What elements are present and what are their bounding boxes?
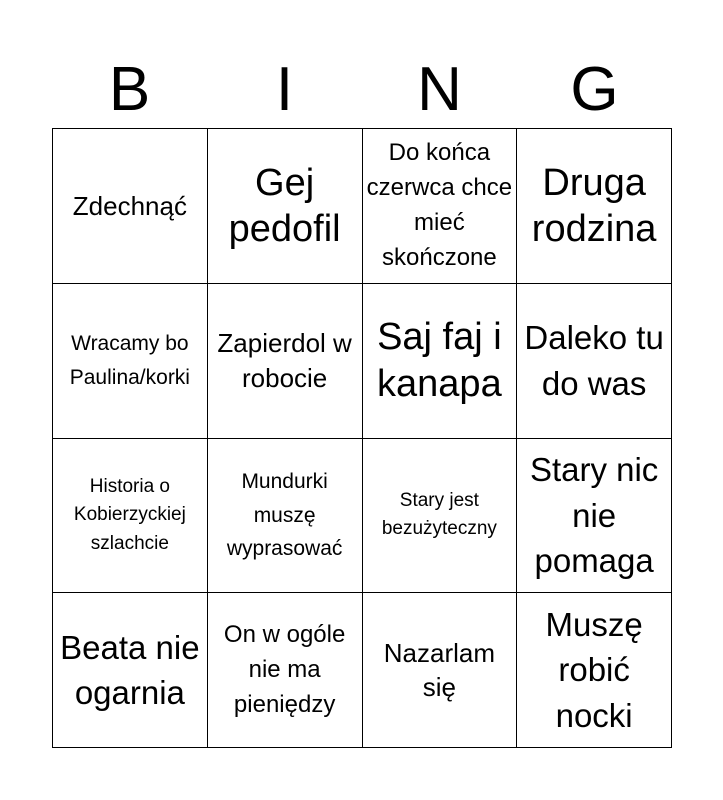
bingo-cell-1[interactable]	[53, 129, 208, 284]
bingo-cell-16[interactable]	[517, 593, 672, 748]
header-letter-g: G	[570, 55, 619, 124]
bingo-cell-label: Saj faj i kanapa	[377, 316, 502, 405]
bingo-cell-10[interactable]	[208, 439, 363, 594]
bingo-cell-label: Daleko tu do was	[524, 319, 664, 402]
bingo-cell-label: Historia o Kobierzyckiej szlachcie	[73, 475, 186, 554]
bingo-cell-label: Gej pedofil	[228, 161, 341, 250]
bingo-cell-15[interactable]	[363, 593, 518, 748]
bingo-cell-5[interactable]	[53, 284, 208, 439]
bingo-cell-14[interactable]	[208, 593, 363, 748]
bingo-cell-label: Stary jest bezużyteczny	[381, 489, 497, 540]
bingo-cell-13[interactable]	[53, 593, 208, 748]
bingo-cell-11[interactable]	[363, 439, 518, 594]
bingo-cell-7[interactable]	[363, 284, 518, 439]
bingo-cell-label: Wracamy bo Paulina/korki	[69, 332, 190, 389]
bingo-cell-label: Beata nie ogarnia	[60, 628, 200, 712]
bingo-cell-label: Druga rodzina	[531, 161, 657, 250]
bingo-header	[52, 52, 672, 128]
bingo-cell-6[interactable]	[208, 284, 363, 439]
bingo-cell-9[interactable]	[53, 439, 208, 594]
bingo-cell-4[interactable]	[517, 129, 672, 284]
header-letter-i: I	[275, 55, 294, 124]
bingo-cell-label: Nazarlam się	[383, 637, 495, 703]
header-letter-b: B	[108, 55, 151, 124]
bingo-cell-2[interactable]	[208, 129, 363, 284]
bingo-cell-label: Zapierdol w robocie	[217, 328, 352, 393]
bingo-cell-label: Muszę robić nocki	[545, 605, 643, 734]
bingo-cell-label: On w ogóle nie ma pieniędzy	[223, 620, 346, 718]
bingo-cell-8[interactable]	[517, 284, 672, 439]
bingo-cell-label: Mundurki muszę wyprasować	[226, 469, 343, 561]
bingo-cell-label: Stary nic nie pomaga	[529, 451, 659, 580]
bingo-cell-label: Do końca czerwca chce mieć skończone	[366, 139, 513, 271]
bingo-cell-12[interactable]	[517, 439, 672, 594]
bingo-cell-3[interactable]	[363, 129, 518, 284]
header-letter-n: N	[417, 55, 462, 124]
bingo-cell-label: Zdechnąć	[72, 190, 187, 221]
bingo-board	[52, 128, 672, 748]
